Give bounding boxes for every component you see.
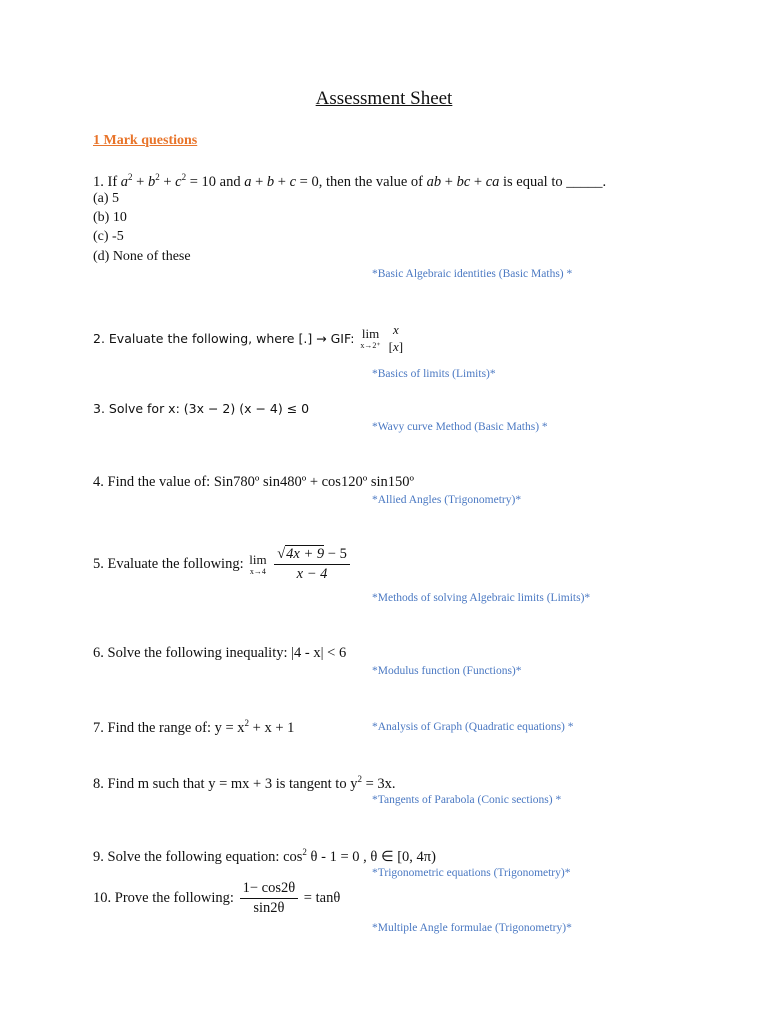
question-3: 3. Solve for x: (3x − 2) (x − 4) ≤ 0 — [93, 401, 310, 416]
topic-tag: *Wavy curve Method (Basic Maths) * — [372, 421, 548, 433]
question-8: 8. Find m such that y = mx + 3 is tangent to $y^2 = 3x$. — [93, 774, 396, 792]
question-9: 9. Solve the following equation: $\cos^2 \theta - 1 = 0$ , θ ∈ [0, 4π) — [93, 847, 436, 865]
topic-tag: *Tangents of Parabola (Conic sections) * — [372, 794, 562, 806]
section-heading: 1 Mark questions — [93, 133, 198, 148]
option-a: (a) 5 — [93, 191, 120, 206]
topic-tag: *Modulus function (Functions)* — [372, 665, 522, 677]
option-b: (b) 10 — [93, 210, 127, 225]
question-6: 6. Solve the following inequality: |4 - x| < 6 — [93, 645, 347, 661]
topic-tag: *Allied Angles (Trigonometry)* — [372, 494, 522, 506]
question-2: 2. Evaluate the following, where [.] → GIF: lim x→2⁺ x [x] — [93, 322, 404, 354]
question-1: 1. If $a^2 + b^2 + c^2 = 10$ and a + b + c = 0, then the value of ab + bc + ca is equal to _____. — [93, 172, 607, 190]
topic-tag: *Trigonometric equations (Trigonometry)* — [372, 867, 571, 879]
topic-tag: *Basic Algebraic identities (Basic Maths) * — [372, 268, 573, 280]
topic-tag: *Multiple Angle formulae (Trigonometry)* — [372, 922, 572, 934]
question-5: 5. Evaluate the following: lim x→4 $\frac{√4x + 9 - 5}{x - 4}$ — [93, 546, 352, 583]
option-d: (d) None of these — [93, 249, 191, 264]
topic-tag: *Analysis of Graph (Quadratic equations) * — [372, 721, 574, 733]
topic-tag: *Basics of limits (Limits)* — [372, 368, 496, 380]
question-4: 4. Find the value of: Sin780º sin480º + cos120º sin150º — [93, 474, 414, 490]
option-c: (c) -5 — [93, 229, 124, 244]
question-7: 7. Find the range of: $y = x^2 + x + 1$ — [93, 718, 295, 736]
topic-tag: *Methods of solving Algebraic limits (Limits)* — [372, 592, 591, 604]
page-title: Assessment Sheet — [315, 88, 453, 109]
question-10: 10. Prove the following: $\frac{1- \cos 2\theta}{\sin 2\theta}$ = tanθ — [93, 880, 341, 916]
